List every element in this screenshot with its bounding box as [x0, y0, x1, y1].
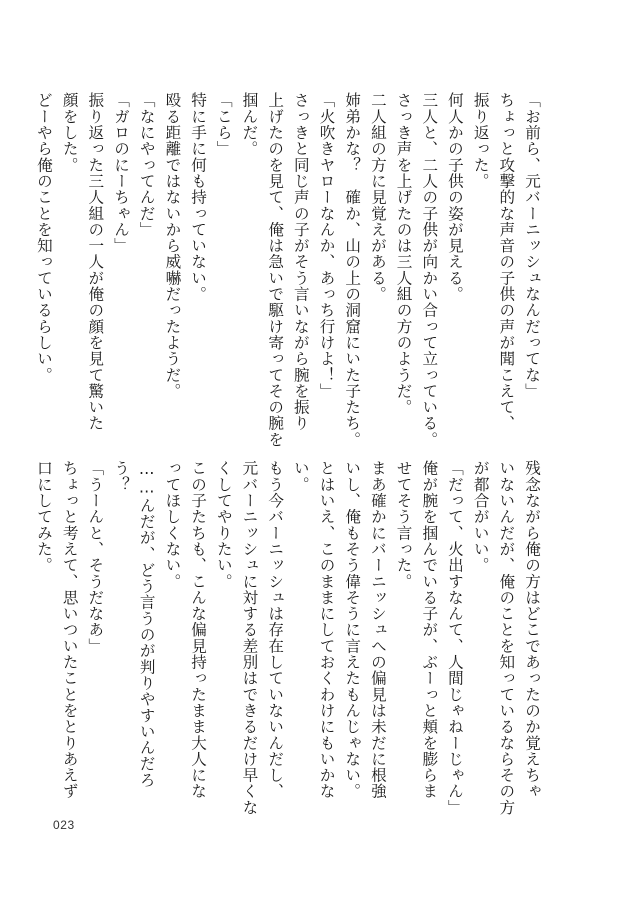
text-line: 掴んだ。 [240, 92, 259, 157]
text-line: 「なにやってんだ」 [137, 92, 156, 238]
text-line: ってほしくない。 [163, 460, 182, 590]
text-line: とはいえ、このままにしておくわけにもいかな [317, 460, 336, 800]
text-line: 何人かの子供の姿が見える。 [445, 92, 464, 302]
text-line: 特に手に何も持っていない。 [189, 92, 208, 302]
text-line: 二人組の方に見覚えがある。 [368, 92, 387, 302]
text-line: 「うーんと、そうだなあ」 [86, 460, 105, 654]
text-line: 顔をした。 [60, 92, 79, 173]
page-number: 023 [53, 818, 75, 832]
text-line: い。 [291, 460, 310, 493]
text-line: う？ [112, 460, 130, 493]
text-line: 振り返った。 [471, 92, 490, 189]
text-line: 「お前ら、元バーニッシュなんだってな」 [523, 92, 541, 399]
text-line: さっき声を上げたのは三人組の方のようだ。 [394, 92, 413, 415]
text-line: この子たちも、こんな偏見持ったまま大人にな [189, 460, 208, 800]
text-line: 「だって、火出すなんて、人間じゃねーじゃん」 [445, 460, 464, 816]
text-line: もう今バーニッシュは存在していないんだし、 [266, 460, 285, 800]
text-line: いないんだが、俺のことを知っているならその方 [497, 460, 516, 816]
text-line: 姉弟かな？ 確か、山の上の洞窟にいた子たち。 [343, 92, 362, 448]
lower-text-block [34, 460, 544, 816]
text-line: どーやら俺のことを知っているらしい。 [34, 92, 53, 383]
text-line: ……んだが、どう言うのが判りやすいんだろ [137, 460, 156, 788]
text-line: 上げたのを見て、俺は急いで駆け寄ってその腕を [266, 92, 285, 448]
text-line: さっきと同じ声の子がそう言いながら腕を振り [291, 92, 310, 432]
text-line: 残念ながら俺の方はどこであったのか覚えちゃ [523, 460, 541, 800]
text-line: ちょっと考えて、思いついたことをとりあえず [60, 460, 79, 800]
text-line: 俺が腕を掴んでいる子が、ぶーっと頬を膨らま [420, 460, 439, 800]
text-line: 元バーニッシュに対する差別はできるだけ早くな [240, 460, 259, 816]
text-line: まあ確かにバーニッシュへの偏見は未だに根強 [368, 460, 387, 800]
text-line: 三人と、二人の子供が向かい合って立っている。 [420, 92, 439, 448]
text-line: くしてやりたい。 [214, 460, 233, 590]
text-line: いし、俺もそう偉そうに言えたもんじゃない。 [343, 460, 362, 800]
text-line: 「ガロのにーちゃん」 [112, 92, 130, 254]
text-line: 「火吹きヤローなんか、あっち行けよ！」 [317, 92, 336, 399]
text-line: 殴る距離ではないから威嚇だったようだ。 [163, 92, 182, 399]
text-line: 「こら」 [214, 92, 233, 157]
text-line: ちょっと攻撃的な声音の子供の声が聞こえて、 [497, 92, 516, 432]
text-line: せてそう言った。 [394, 460, 413, 590]
text-line: 口にしてみた。 [34, 460, 53, 574]
text-line: 振り返った三人組の一人が俺の顔を見て驚いた [86, 92, 105, 432]
upper-text-block [34, 92, 544, 448]
text-line: が都合がいい。 [471, 460, 490, 574]
